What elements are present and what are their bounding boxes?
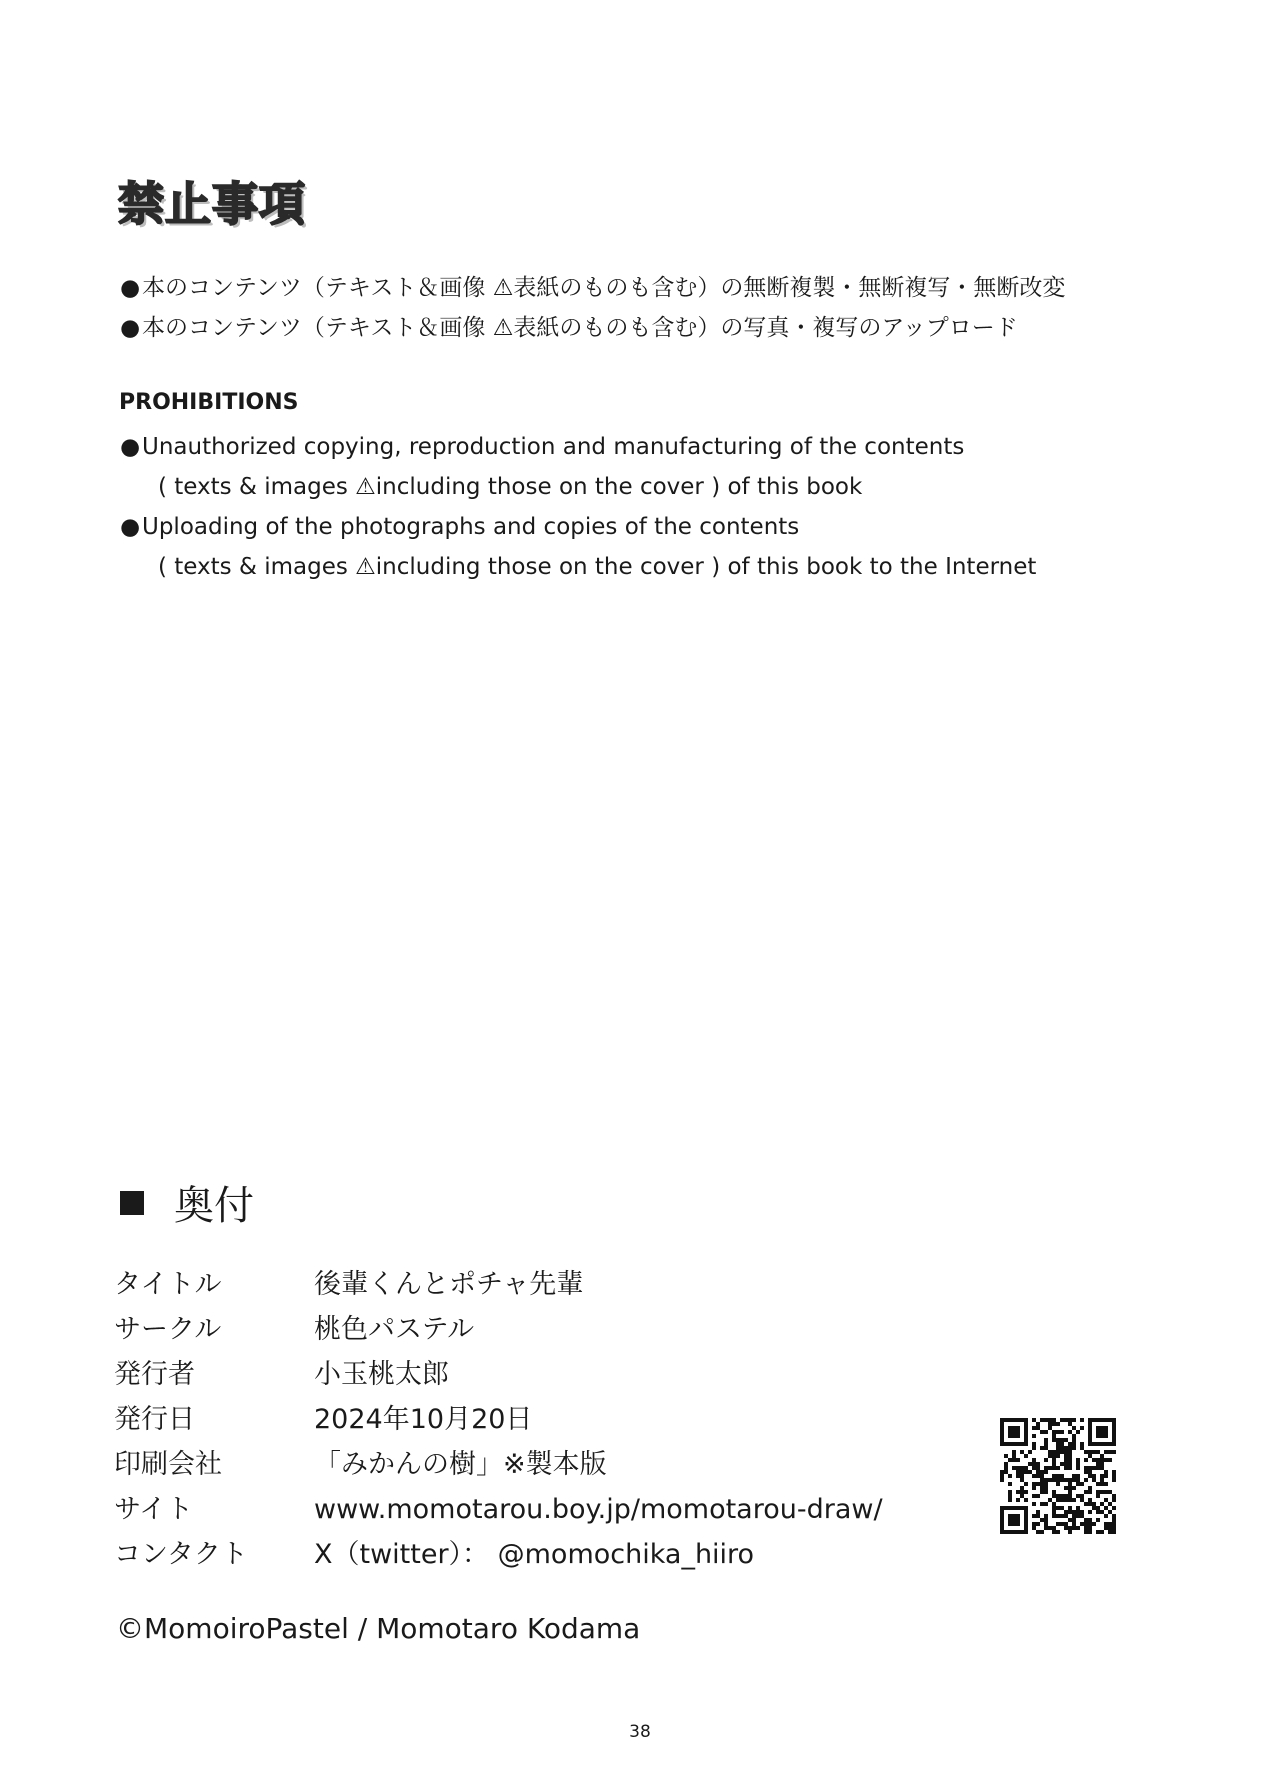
colophon-key: 発行者 [114, 1359, 195, 1390]
colophon-heading [120, 1178, 254, 1234]
colophon-row-title [114, 1262, 883, 1307]
colophon-value: 小玉桃太郎 [314, 1359, 449, 1390]
colophon-value: 後輩くんとポチャ先輩 [314, 1269, 584, 1300]
prohibitions-heading-en: PROHIBITIONS [119, 390, 299, 415]
colophon-value: 2024年10月20日 [314, 1404, 533, 1435]
bullet-icon: ● [120, 434, 141, 460]
colophon-key: 発行日 [114, 1404, 195, 1435]
page-number: 38 [629, 1722, 651, 1742]
colophon-heading-text: 奥付 [174, 1183, 254, 1229]
colophon-key: タイトル [114, 1269, 222, 1300]
bullet-icon: ● [120, 275, 141, 301]
list-item [120, 268, 1065, 308]
square-bullet-icon [120, 1191, 144, 1215]
colophon-row-publisher [114, 1352, 883, 1397]
colophon-table [114, 1262, 883, 1577]
colophon-value: X（twitter）： @momochika_hiiro [314, 1539, 755, 1570]
prohibitions-list-en [120, 427, 1036, 587]
colophon-row-circle [114, 1307, 883, 1352]
colophon-row-printer [114, 1442, 883, 1487]
colophon-row-date [114, 1397, 883, 1442]
list-item [120, 427, 1036, 467]
colophon-key: 印刷会社 [114, 1449, 222, 1480]
list-item-text: Uploading of the photographs and copies of the contents [142, 514, 800, 540]
colophon-key: サイト [114, 1494, 194, 1525]
colophon-value: 「みかんの樹」※製本版 [314, 1449, 607, 1480]
prohibitions-list-jp [120, 268, 1065, 348]
colophon-value: 桃色パステル [314, 1314, 475, 1345]
list-item-text: 本のコンテンツ（テキスト＆画像 ⚠表紙のものも含む）の無断複製・無断複写・無断改変 [142, 275, 1066, 301]
qr-code-icon [1000, 1418, 1116, 1534]
list-item-continuation: ( texts & images ⚠including those on the cover ) of this book to the Internet [158, 554, 1037, 580]
colophon-row-contact [114, 1532, 883, 1577]
list-item [120, 507, 1036, 547]
list-item-text: Unauthorized copying, reproduction and manufacturing of the contents [142, 434, 965, 460]
colophon-key: サークル [114, 1314, 222, 1345]
list-item-continuation: ( texts & images ⚠including those on the cover ) of this book [158, 474, 863, 500]
colophon-key: コンタクト [114, 1539, 248, 1570]
list-item-text: 本のコンテンツ（テキスト＆画像 ⚠表紙のものも含む）の写真・複写のアップロード [142, 315, 1018, 341]
copyright-text: ©MomoiroPastel / Momotaro Kodama [116, 1612, 641, 1645]
prohibitions-heading-jp: 禁止事項 [118, 177, 306, 231]
list-item [120, 308, 1065, 348]
bullet-icon: ● [120, 315, 141, 341]
colophon-row-site [114, 1487, 883, 1532]
colophon-value: www.momotarou.boy.jp/momotarou-draw/ [314, 1494, 883, 1525]
bullet-icon: ● [120, 514, 141, 540]
